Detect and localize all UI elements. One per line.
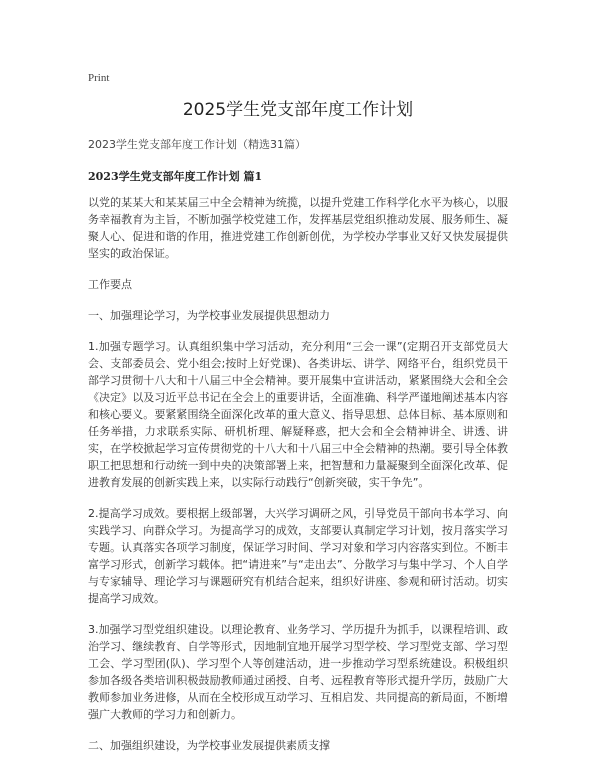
- item-two-paragraph: 2.提高学习成效。要根据上级部署，大兴学习调研之风，引导党员干部向书本学习、向实践学习、向群众学习。为提高学习的成效，支部要认真制定学习计划，按月落实学习专题。认真落实各项学习制度，保证学习时间、学习对象和学习内容落实到位。不断丰富学习形式，创新学习载体。把“请进来”与“走出去”、分散学习与集中学习、个人自学与专家辅导、理论学习与课题研究有机结合起来，组织好讲座、参观和研讨活动。切实提高学习成效。: [88, 507, 508, 605]
- document-subtitle: 2023学生党支部年度工作计划（精选31篇）: [88, 138, 306, 151]
- work-points-heading: 工作要点: [88, 278, 132, 291]
- part-one-heading: 一、加强理论学习，为学校事业发展提供思想动力: [88, 309, 330, 322]
- print-link[interactable]: Print: [88, 72, 110, 84]
- item-three-paragraph: 3.加强学习型党组织建设。以理论教育、业务学习、学历提升为抓手，以课程培训、政治学习、继续教育、自学等形式，因地制宜地开展学习型学校、学习型党支部、学习型工会、学习型团(队)、学习型个人等创建活动，进一步推动学习型系统建设。积极组织参加各级各类培训积极鼓励教师通过函授、自考、远程教育等形式提升学历，鼓励广大教师参加业务进修，从而在全校形成互动学习、互相启发、共同提高的新局面，不断增强广大教师的学习力和创新力。: [88, 623, 508, 721]
- intro-paragraph: 以党的某某大和某某届三中全会精神为统揽，以提升党建工作科学化水平为核心，以服务幸福教育为主旨，不断加强学校党建工作，发挥基层党组织推动发展、服务师生、凝聚人心、促进和谐的作用，推进党建工作创新创优，为学校办学事业又好又快发展提供坚实的政治保证。: [88, 196, 508, 260]
- item-one-paragraph: 1.加强专题学习。认真组织集中学习活动，充分利用“三会一课”(定期召开支部党员大会、支部委员会、党小组会;按时上好党课)、各类讲坛、讲学、网络平台，组织党员干部学习贯彻十八大和十八届三中全会精神。要开展集中宣讲活动，紧紧围绕大会和全会《决定》以及习近平总书记在全会上的重要讲话，全面准确、科学严谨地阐述基本内容和核心要义。要紧紧围绕全面深化改革的重大意义、指导思想、总体目标、基本原则和任务举措，力求联系实际、研机析理、解疑释惑，把大会和全会精神讲全、讲透、讲实，在学校掀起学习宣传贯彻党的十八大和十八届三中全会精神的热潮。要引导全体教职工把思想和行动统一到中央的决策部署上来，把智慧和力量凝聚到全面深化改革、促进教育发展的创新实践上来，以实际行动践行“创新突破，实干争先”。: [88, 340, 508, 489]
- document-title: 2025学生党支部年度工作计划: [182, 100, 414, 120]
- section-heading: 2023学生党支部年度工作计划 篇1: [88, 170, 263, 183]
- part-two-heading: 二、加强组织建设，为学校事业发展提供素质支撑: [88, 739, 330, 752]
